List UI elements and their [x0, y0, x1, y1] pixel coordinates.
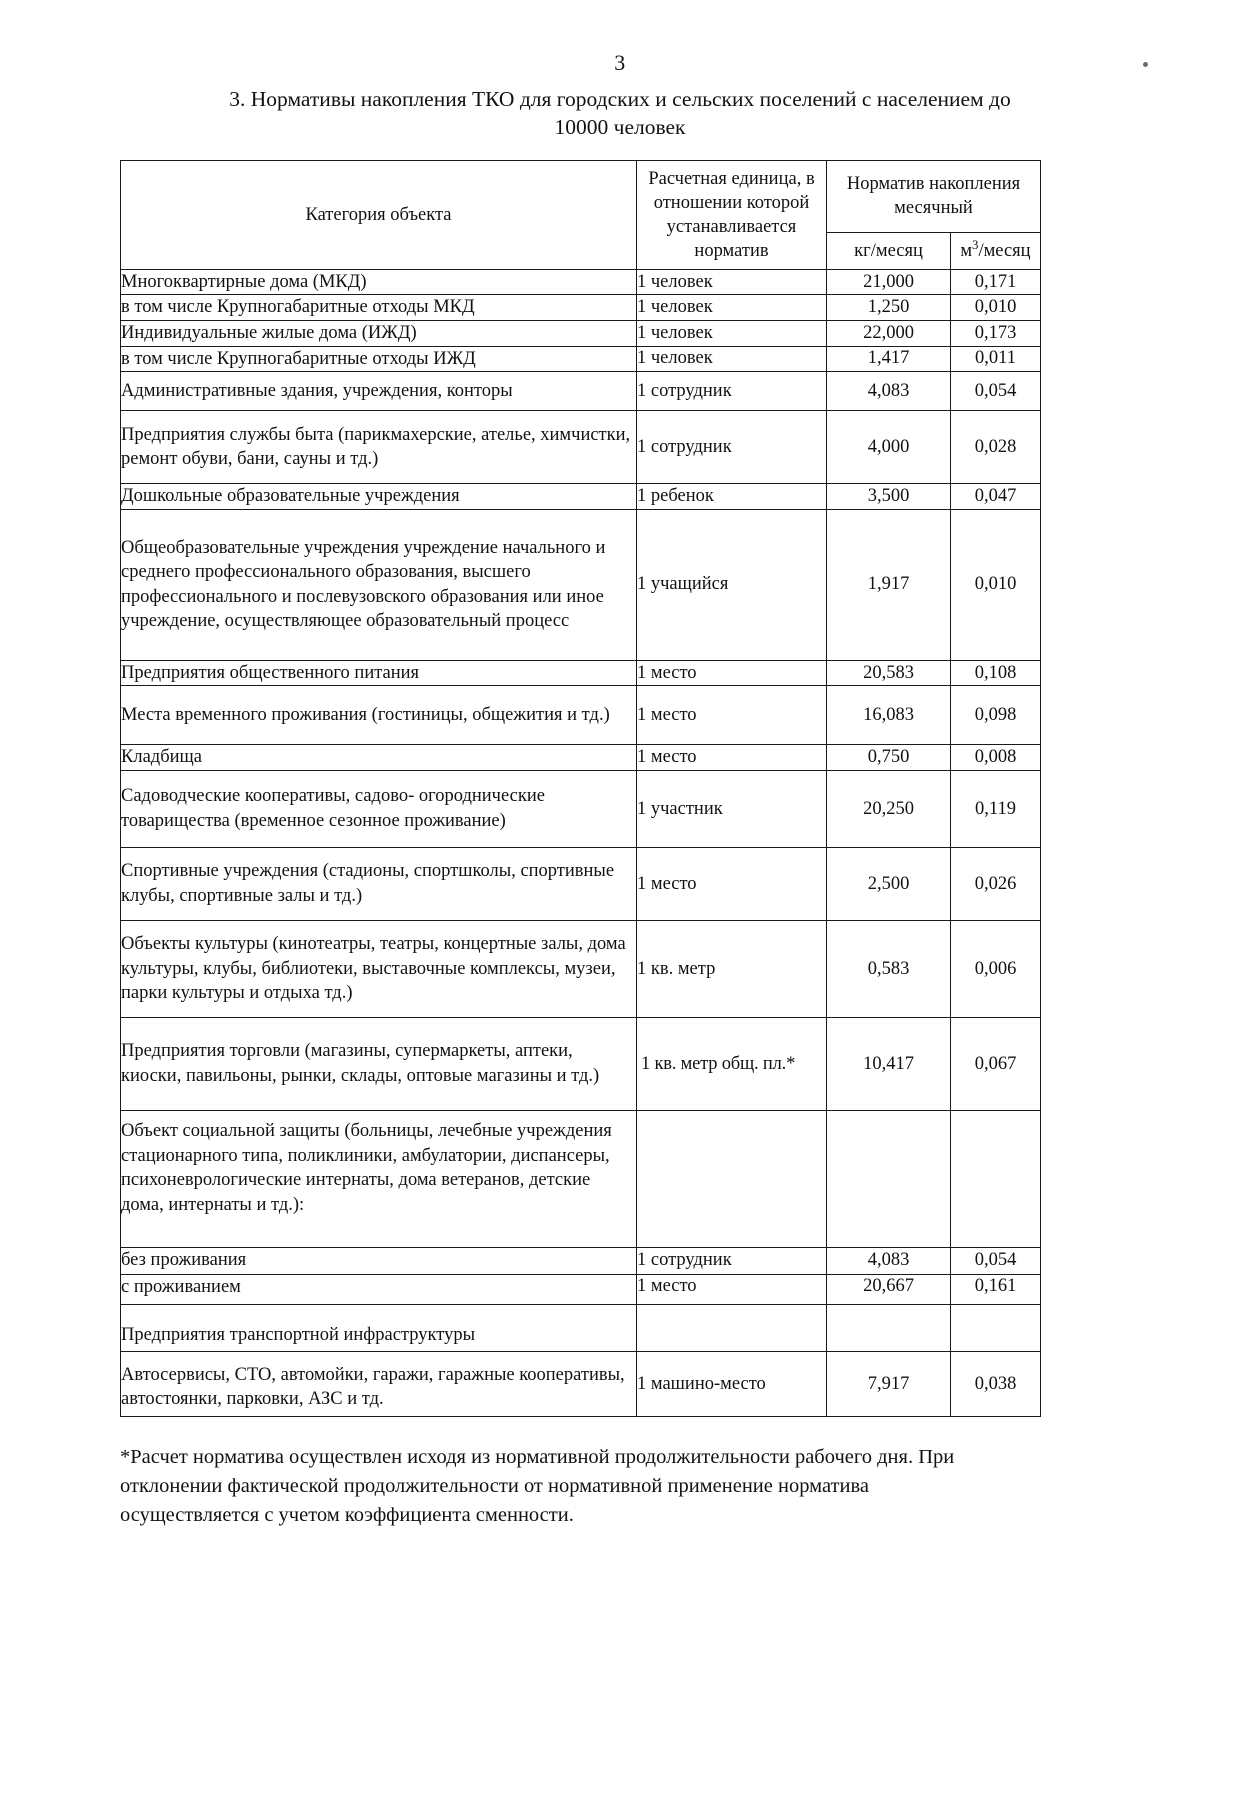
- table-row: [121, 295, 1041, 321]
- cell-kg-empty: [827, 1305, 951, 1352]
- cell-m3: 0,098: [951, 686, 1041, 745]
- cell-category: Объекты культуры (кинотеатры, театры, концертные залы, дома культуры, клубы, библиотеки, выставочные комплексы, музеи, парки культуры и отдыха тд.): [121, 921, 637, 1018]
- cell-kg: 4,083: [827, 372, 951, 411]
- cell-unit: 1 участник: [637, 771, 827, 848]
- cell-kg: 3,500: [827, 484, 951, 510]
- cell-m3: 0,171: [951, 269, 1041, 295]
- header-category: Категория объекта: [121, 160, 637, 269]
- document-page: [0, 50, 1240, 1803]
- cell-category: Административные здания, учреждения, конторы: [121, 372, 637, 411]
- cell-category: Садоводческие кооперативы, садово- огороднические товарищества (временное сезонное проживание): [121, 771, 637, 848]
- cell-m3: 0,038: [951, 1352, 1041, 1417]
- header-unit: Расчетная единица, в отношении которой устанавливается норматив: [637, 160, 827, 269]
- cell-category-social-without-residence: без проживания: [121, 1248, 637, 1275]
- cell-unit: 1 место: [637, 1274, 827, 1305]
- page-title: 3. Нормативы накопления ТКО для городских и сельских поселений с населением до 10000 человек: [229, 87, 1011, 139]
- cell-kg: 1,917: [827, 509, 951, 660]
- cell-unit: 1 человек: [637, 295, 827, 321]
- cell-unit-empty: [637, 1305, 827, 1352]
- cell-m3-empty: [951, 1305, 1041, 1352]
- cell-category: в том числе Крупногабаритные отходы МКД: [121, 295, 637, 321]
- cell-m3: 0,054: [951, 1248, 1041, 1275]
- cell-unit: 1 кв. метр общ. пл.*: [637, 1018, 827, 1111]
- cell-unit: 1 сотрудник: [637, 411, 827, 484]
- cell-kg: 20,250: [827, 771, 951, 848]
- cell-kg: 16,083: [827, 686, 951, 745]
- table-row: [121, 484, 1041, 510]
- footnote: *Расчет норматива осуществлен исходя из нормативной продолжительности рабочего дня. При отклонении фактической продолжительности от нормативной применение норматива осуществляется с учетом коэффициента сменности.: [120, 1446, 955, 1527]
- table-row-social-header: [121, 1111, 1041, 1248]
- cell-kg: 22,000: [827, 321, 951, 347]
- cell-category: Места временного проживания (гостиницы, общежития и тд.): [121, 686, 637, 745]
- page-number: 3: [614, 50, 626, 75]
- cell-kg: 21,000: [827, 269, 951, 295]
- cell-m3-empty: [951, 1111, 1041, 1248]
- table-row: [121, 921, 1041, 1018]
- cell-category-transport-title: Предприятия транспортной инфраструктуры: [121, 1305, 637, 1352]
- table-row: [121, 686, 1041, 745]
- cell-category: Предприятия торговли (магазины, супермаркеты, аптеки, киоски, павильоны, рынки, склады, оптовые магазины и тд.): [121, 1018, 637, 1111]
- cell-category: в том числе Крупногабаритные отходы ИЖД: [121, 346, 637, 372]
- header-norm-m3-suffix: /месяц: [978, 240, 1031, 261]
- cell-m3: 0,028: [951, 411, 1041, 484]
- cell-unit-empty: [637, 1111, 827, 1248]
- cell-unit: 1 учащийся: [637, 509, 827, 660]
- table-row: [121, 1018, 1041, 1111]
- cell-m3: 0,054: [951, 372, 1041, 411]
- cell-category: Индивидуальные жилые дома (ИЖД): [121, 321, 637, 347]
- cell-category: Предприятия общественного питания: [121, 660, 637, 686]
- cell-unit: 1 место: [637, 848, 827, 921]
- scan-artifact-speck: [1143, 62, 1148, 67]
- cell-m3: 0,108: [951, 660, 1041, 686]
- cell-kg: 10,417: [827, 1018, 951, 1111]
- header-norm-m3-prefix: м: [960, 240, 973, 261]
- cell-unit: 1 сотрудник: [637, 372, 827, 411]
- cell-kg: 1,417: [827, 346, 951, 372]
- cell-m3: 0,026: [951, 848, 1041, 921]
- header-row-main: [121, 160, 1041, 232]
- cell-unit: 1 сотрудник: [637, 1248, 827, 1275]
- cell-category: Общеобразовательные учреждения учреждение начального и среднего профессионального образования, высшего профессионального и послевузовского образования или иное учреждение, осуществляющее образовательный процесс: [121, 509, 637, 660]
- cell-unit: 1 место: [637, 686, 827, 745]
- cell-kg: 20,667: [827, 1274, 951, 1305]
- cell-category: Кладбища: [121, 745, 637, 771]
- table-row: [121, 372, 1041, 411]
- cell-m3: 0,173: [951, 321, 1041, 347]
- cell-unit: 1 человек: [637, 321, 827, 347]
- header-norm-group: Норматив накопления месячный: [827, 160, 1041, 232]
- header-norm-m3-exponent: 3: [972, 237, 979, 252]
- table-row: [121, 660, 1041, 686]
- cell-category: Дошкольные образовательные учреждения: [121, 484, 637, 510]
- cell-category: Предприятия службы быта (парикмахерские, ателье, химчистки, ремонт обуви, бани, сауны и тд.): [121, 411, 637, 484]
- table-row: [121, 509, 1041, 660]
- table-row: [121, 771, 1041, 848]
- table-body: [121, 269, 1041, 1416]
- cell-category-social: Объект социальной защиты (больницы, лечебные учреждения стационарного типа, поликлиники, амбулатории, диспансеры, психоневрологические интернаты, дома ветеранов, детские дома, интернаты и тд.):: [121, 1111, 637, 1248]
- cell-kg: 7,917: [827, 1352, 951, 1417]
- cell-kg: 1,250: [827, 295, 951, 321]
- waste-accumulation-norms-table: [120, 160, 1041, 1417]
- table-row-social-sub: [121, 1248, 1041, 1275]
- cell-m3: 0,067: [951, 1018, 1041, 1111]
- cell-category: Спортивные учреждения (стадионы, спортшколы, спортивные клубы, спортивные залы и тд.): [121, 848, 637, 921]
- table-row-social-sub: [121, 1274, 1041, 1305]
- table-row: [121, 346, 1041, 372]
- cell-m3: 0,161: [951, 1274, 1041, 1305]
- cell-kg-empty: [827, 1111, 951, 1248]
- cell-kg: 4,083: [827, 1248, 951, 1275]
- table-row: [121, 848, 1041, 921]
- cell-unit: 1 ребенок: [637, 484, 827, 510]
- cell-kg: 0,750: [827, 745, 951, 771]
- cell-m3: 0,006: [951, 921, 1041, 1018]
- table-row: [121, 269, 1041, 295]
- cell-m3: 0,011: [951, 346, 1041, 372]
- table-row: [121, 745, 1041, 771]
- cell-category-transport: Автосервисы, СТО, автомойки, гаражи, гаражные кооперативы, автостоянки, парковки, АЗС и тд.: [121, 1352, 637, 1417]
- cell-m3: 0,047: [951, 484, 1041, 510]
- cell-unit: 1 место: [637, 745, 827, 771]
- table-row: [121, 321, 1041, 347]
- table-head: [121, 160, 1041, 269]
- header-norm-m3: [951, 233, 1041, 270]
- table-row: [121, 411, 1041, 484]
- cell-category: Многоквартирные дома (МКД): [121, 269, 637, 295]
- cell-m3: 0,010: [951, 295, 1041, 321]
- cell-unit: 1 машино-место: [637, 1352, 827, 1417]
- cell-unit: 1 человек: [637, 346, 827, 372]
- cell-unit: 1 кв. метр: [637, 921, 827, 1018]
- cell-m3: 0,119: [951, 771, 1041, 848]
- cell-unit: 1 место: [637, 660, 827, 686]
- table-row-transport-title: [121, 1305, 1041, 1352]
- cell-m3: 0,010: [951, 509, 1041, 660]
- cell-m3: 0,008: [951, 745, 1041, 771]
- cell-kg: 2,500: [827, 848, 951, 921]
- cell-kg: 20,583: [827, 660, 951, 686]
- cell-kg: 4,000: [827, 411, 951, 484]
- cell-category-social-with-residence: с проживанием: [121, 1274, 637, 1305]
- table-row-transport: [121, 1352, 1041, 1417]
- cell-kg: 0,583: [827, 921, 951, 1018]
- header-norm-kg: кг/месяц: [827, 233, 951, 270]
- cell-unit: 1 человек: [637, 269, 827, 295]
